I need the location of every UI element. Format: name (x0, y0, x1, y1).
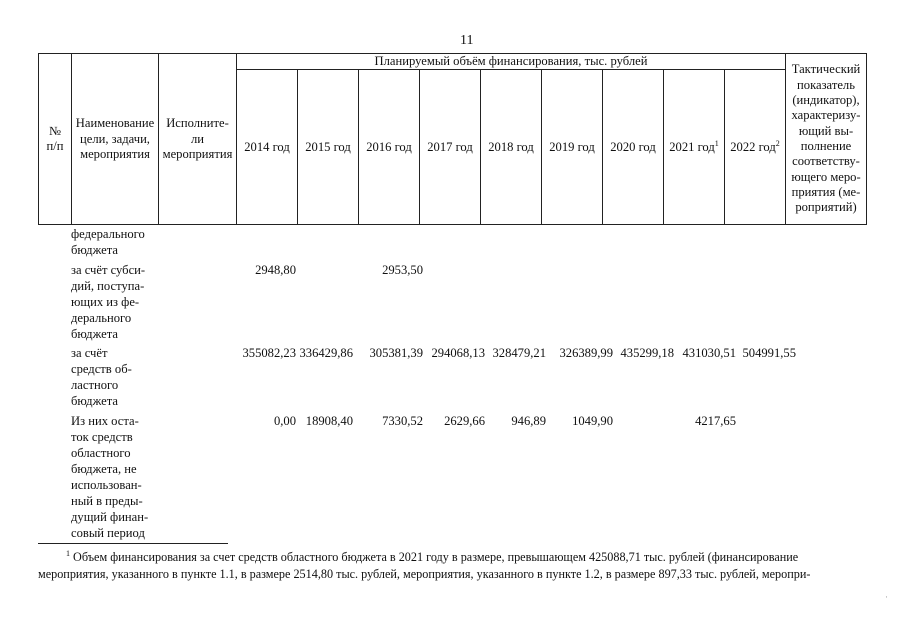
footnote (38, 545, 874, 583)
financing-value: 504991,55 (742, 346, 796, 360)
page-number: 11 (460, 33, 474, 48)
row-name (71, 345, 161, 409)
header-year: 2017 год (420, 70, 481, 225)
row-name-line: бюджета (71, 394, 118, 408)
header-executors-label: Исполните- ли мероприятия (162, 116, 233, 161)
financing-value: 7330,52 (382, 414, 423, 428)
row-name (71, 262, 161, 342)
header-year: 2016 год (359, 70, 420, 225)
row-name-line: дий, поступа- (71, 279, 145, 293)
financing-value: 431030,51 (682, 346, 736, 360)
financing-value: 305381,39 (369, 346, 423, 360)
financing-value: 0,00 (273, 414, 296, 428)
row-name-line: ный в преды- (71, 494, 143, 508)
financing-value: 4217,65 (695, 414, 736, 428)
header-executors (159, 54, 237, 225)
financing-value: 2948,80 (255, 263, 296, 277)
financing-value: 336429,86 (299, 346, 353, 360)
row-name-line: средств об- (71, 362, 132, 376)
footnote-separator (38, 543, 228, 544)
row-name-line: бюджета, не (71, 462, 137, 476)
header-year: 2014 год (237, 70, 298, 225)
header-num-label: № п/п (46, 123, 64, 154)
header-year: 2018 год (481, 70, 542, 225)
financing-table-header (38, 53, 867, 225)
row-name-line: Из них оста- (71, 414, 139, 428)
header-year: 2015 год (298, 70, 359, 225)
row-name (71, 413, 161, 541)
header-indicator (786, 54, 867, 225)
financing-value: 294068,13 (431, 346, 485, 360)
row-name-line: дущий финан- (71, 510, 149, 524)
scan-speck: · (885, 592, 888, 602)
financing-value: 326389,99 (559, 346, 613, 360)
footnote-marker: 1 (66, 549, 70, 558)
financing-value: 18908,40 (305, 414, 353, 428)
financing-value: 946,89 (511, 414, 546, 428)
row-name-line: использован- (71, 478, 142, 492)
header-indicator-label: Тактический показатель (индикатор), характеризу-ющий вы-полнение соответству-ющего меро-приятия (ме-роприятий) (791, 62, 861, 215)
header-year: 2019 год (542, 70, 603, 225)
header-num (39, 54, 72, 225)
financing-value: 2629,66 (444, 414, 485, 428)
header-name (72, 54, 159, 225)
row-name-line: за счёт субси- (71, 263, 146, 277)
header-year: 2022 год$^2$ (725, 70, 786, 225)
financing-value: 2953,50 (382, 263, 423, 277)
footnote-ref-1: 1 (714, 138, 719, 148)
footnote-line: мероприятия, указанного в пункте 1.1, в размере 2514,80 тыс. рублей, мероприятия, указанного в пункте 1.2, в размере 897,33 тыс. рублей, меропри- (38, 567, 811, 582)
row-name-line: совый период (71, 526, 145, 540)
financing-value: 328479,21 (492, 346, 546, 360)
financing-value: 355082,23 (242, 346, 296, 360)
header-name-label: Наименование цели, задачи, мероприятия (75, 116, 155, 161)
financing-value: 435299,18 (620, 346, 674, 360)
row-name-line: дерального (71, 311, 132, 325)
header-planned-financing-label: Планируемый объём финансирования, тыс. рублей (374, 54, 648, 68)
row-name (71, 226, 161, 258)
footnote-line: $^1$ Объем финансирования за счет средств областного бюджета в 2021 году в размере, превышающем 425088,71 тыс. рублей (финансирование (66, 549, 799, 565)
row-name-line: областного (71, 446, 131, 460)
header-planned-financing (237, 54, 786, 70)
row-name-line: федерального (71, 227, 145, 241)
footnote-ref-2: 2 (775, 138, 780, 148)
row-name-line: ющих из фе- (71, 295, 140, 309)
row-name-line: бюджета (71, 327, 118, 341)
header-year: 2021 год$^1$ (664, 70, 725, 225)
row-name-line: за счёт (71, 346, 108, 360)
row-name-line: бюджета (71, 243, 118, 257)
row-name-line: ластного (71, 378, 119, 392)
row-name-line: ток средств (71, 430, 133, 444)
financing-value: 1049,90 (572, 414, 613, 428)
header-year: 2020 год (603, 70, 664, 225)
